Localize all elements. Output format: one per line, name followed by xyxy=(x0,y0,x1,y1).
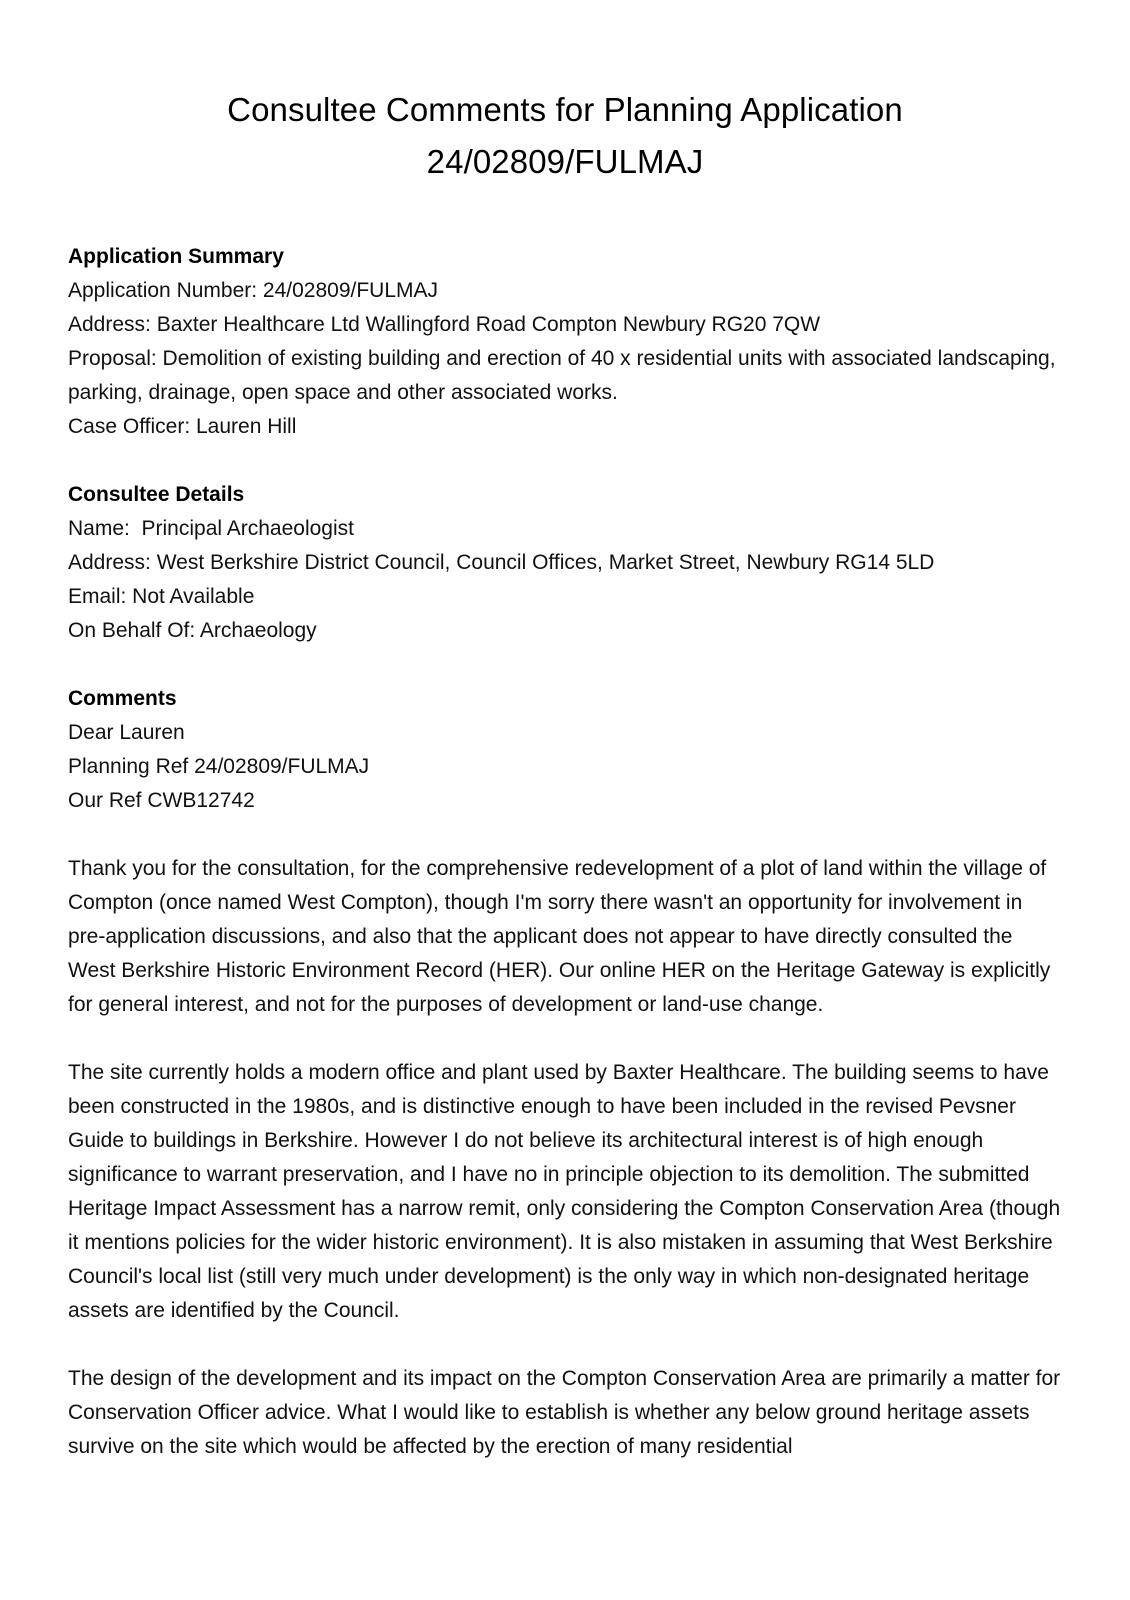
application-summary-section xyxy=(68,240,1062,444)
consultee-email: Email: Not Available xyxy=(68,585,255,608)
page-title-line-2: 24/02809/FULMAJ xyxy=(426,143,704,180)
application-proposal: Proposal: Demolition of existing building and erection of 40 x residential units with associated landscaping, parking, drainage, open space and other associated works. xyxy=(68,347,1056,404)
comments-heading: Comments xyxy=(68,687,177,710)
application-number: Application Number: 24/02809/FULMAJ xyxy=(68,279,439,302)
consultee-address: Address: West Berkshire District Council, Council Offices, Market Street, Newbury RG14 5LD xyxy=(68,551,935,574)
comments-our-ref: Our Ref CWB12742 xyxy=(68,789,255,812)
application-summary-heading: Application Summary xyxy=(68,245,284,268)
consultee-name: Name: Principal Archaeologist xyxy=(68,517,354,540)
comments-section xyxy=(68,682,1062,1464)
comment-paragraph: The site currently holds a modern office and plant used by Baxter Healthcare. The building seems to have been constructed in the 1980s, and is distinctive enough to have been included in the revised Pevsner Guide to buildings in Berkshire. However I do not believe its architectural interest is of high enough significance to warrant preservation, and I have no in principle objection to its demolition. The submitted Heritage Impact Assessment has a narrow remit, only considering the Compton Conservation Area (though it mentions policies for the wider historic environment). It is also mistaken in assuming that West Berkshire Council's local list (still very much under development) is the only way in which non-designated heritage assets are identified by the Council. xyxy=(68,1061,1061,1322)
comment-paragraph: The design of the development and its impact on the Compton Conservation Area are primarily a matter for Conservation Officer advice. What I would like to establish is whether any below ground heritage assets survive on the site which would be affected by the erection of many residential xyxy=(68,1367,1061,1458)
consultee-details-heading: Consultee Details xyxy=(68,483,245,506)
consultee-details-section xyxy=(68,478,1062,648)
page-title-line-1: Consultee Comments for Planning Application xyxy=(227,91,903,128)
consultee-on-behalf-of: On Behalf Of: Archaeology xyxy=(68,619,317,642)
comments-planning-ref: Planning Ref 24/02809/FULMAJ xyxy=(68,755,370,778)
page-title xyxy=(68,0,1062,188)
case-officer: Case Officer: Lauren Hill xyxy=(68,415,297,438)
comments-greeting: Dear Lauren xyxy=(68,721,185,744)
application-address: Address: Baxter Healthcare Ltd Wallingford Road Compton Newbury RG20 7QW xyxy=(68,313,821,336)
comment-paragraph: Thank you for the consultation, for the comprehensive redevelopment of a plot of land within the village of Compton (once named West Compton), though I'm sorry there wasn't an opportunity for involvement in pre-application discussions, and also that the applicant does not appear to have directly consulted the West Berkshire Historic Environment Record (HER). Our online HER on the Heritage Gateway is explicitly for general interest, and not for the purposes of development or land-use change. xyxy=(68,857,1051,1016)
